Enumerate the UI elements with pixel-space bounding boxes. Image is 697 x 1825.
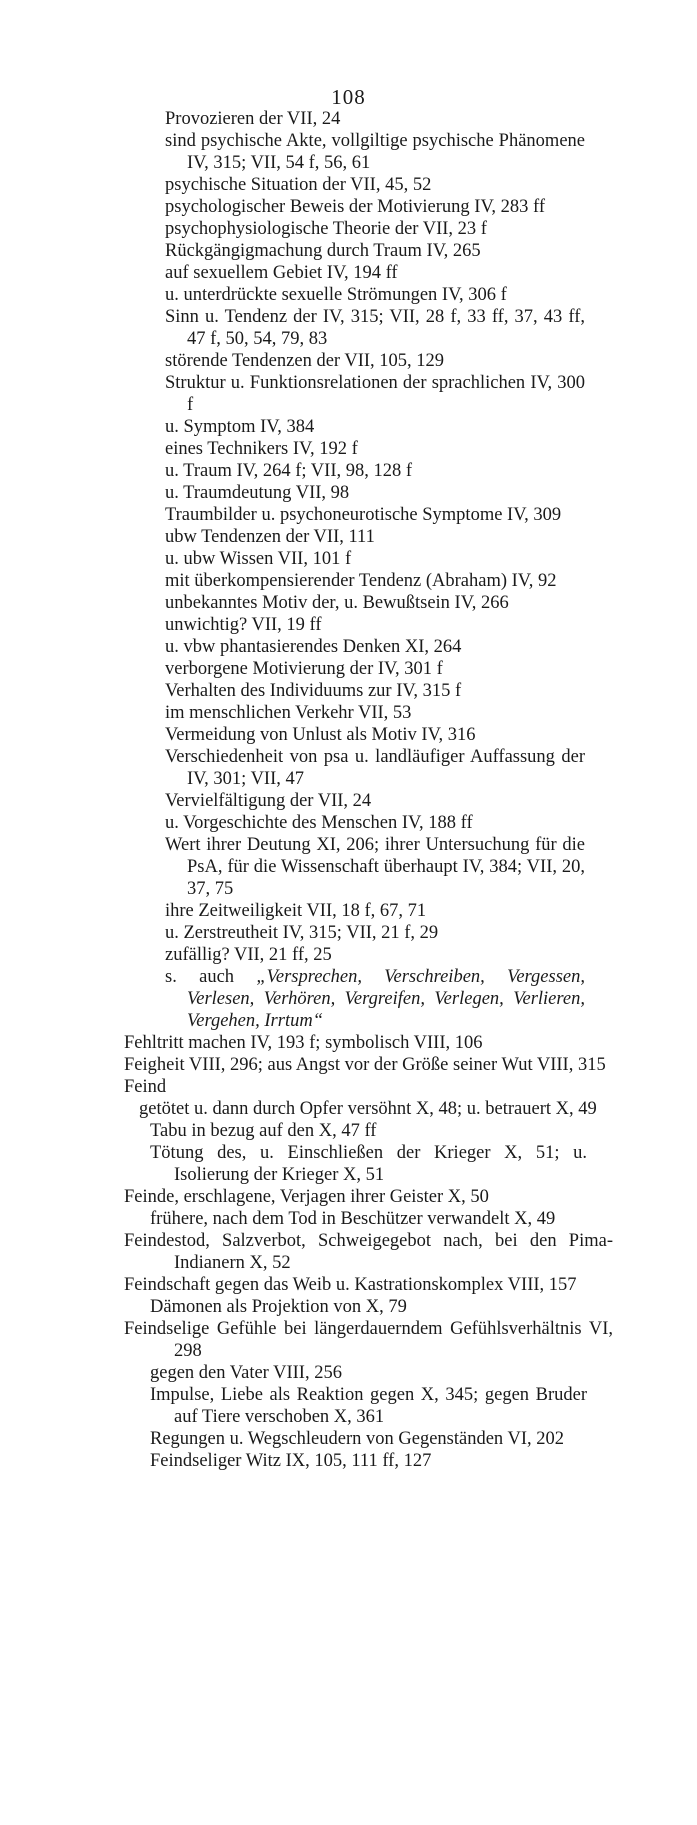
index-entry: Feindselige Gefühle bei längerdauerndem Gefühlsverhältnis VI, 298 bbox=[124, 1319, 613, 1361]
index-entry: u. Symptom IV, 384 bbox=[165, 417, 315, 437]
index-entry: frühere, nach dem Tod in Beschützer verwandelt X, 49 bbox=[150, 1209, 556, 1229]
index-entry: Dämonen als Projektion von X, 79 bbox=[150, 1297, 407, 1317]
index-entry: u. ubw Wissen VII, 101 f bbox=[165, 549, 352, 569]
index-entry: Verschiedenheit von psa u. landläufiger Auffassung der IV, 301; VII, 47 bbox=[165, 747, 585, 789]
index-entry: u. Traum IV, 264 f; VII, 98, 128 f bbox=[165, 461, 413, 481]
index-entry: psychische Situation der VII, 45, 52 bbox=[165, 175, 432, 195]
index-entry: u. vbw phantasierendes Denken XI, 264 bbox=[165, 637, 462, 657]
index-entries bbox=[0, 108, 697, 1472]
index-entry: Feigheit VIII, 296; aus Angst vor der Größe seiner Wut VIII, 315 bbox=[124, 1055, 606, 1075]
index-entry: Vermeidung von Unlust als Motiv IV, 316 bbox=[165, 725, 476, 745]
index-entry bbox=[165, 966, 585, 1032]
index-entry: Tötung des, u. Einschließen der Krieger X, 51; u. Isolierung der Krieger X, 51 bbox=[150, 1143, 587, 1185]
index-entry: Verhalten des Individuums zur IV, 315 f bbox=[165, 681, 462, 701]
index-entry: Wert ihrer Deutung XI, 206; ihrer Untersuchung für die PsA, für die Wissenschaft überhaupt IV, 384; VII, 20, 37, 75 bbox=[165, 835, 585, 899]
index-entry: Feindseliger Witz IX, 105, 111 ff, 127 bbox=[150, 1451, 432, 1471]
index-entry: ubw Tendenzen der VII, 111 bbox=[165, 527, 375, 547]
index-entry: psychophysiologische Theorie der VII, 23 f bbox=[165, 219, 487, 239]
index-entry: unbekanntes Motiv der, u. Bewußtsein IV, 266 bbox=[165, 593, 509, 613]
index-entry: Struktur u. Funktionsrelationen der sprachlichen IV, 300 f bbox=[165, 373, 585, 415]
index-entry: Feinde, erschlagene, Verjagen ihrer Geister X, 50 bbox=[124, 1187, 489, 1207]
index-entry: Regungen u. Wegschleudern von Gegenständen VI, 202 bbox=[150, 1429, 564, 1449]
index-entry: sind psychische Akte, vollgiltige psychische Phänomene IV, 315; VII, 54 f, 56, 61 bbox=[165, 131, 585, 173]
index-entry: auf sexuellem Gebiet IV, 194 ff bbox=[165, 263, 398, 283]
index-entry: Sinn u. Tendenz der IV, 315; VII, 28 f, 33 ff, 37, 43 ff, 47 f, 50, 54, 79, 83 bbox=[165, 307, 585, 349]
index-entry: mit überkompensierender Tendenz (Abraham) IV, 92 bbox=[165, 571, 557, 591]
index-entry: Feindestod, Salzverbot, Schweigegebot nach, bei den Pima-Indianern X, 52 bbox=[124, 1231, 613, 1273]
index-entry: Traumbilder u. psychoneurotische Symptome IV, 309 bbox=[165, 505, 562, 525]
index-entry: Impulse, Liebe als Reaktion gegen X, 345; gegen Bruder auf Tiere verschoben X, 361 bbox=[150, 1385, 587, 1427]
index-entry: u. unterdrückte sexuelle Strömungen IV, 306 f bbox=[165, 285, 507, 305]
index-entry-see-also-terms: „Versprechen, Verschreiben, Vergessen, Verlesen, Verhören, Vergreifen, Verlegen, Verlieren, Vergehen, Irrtum“ bbox=[187, 967, 585, 1031]
index-entry: Feindschaft gegen das Weib u. Kastrationskomplex VIII, 157 bbox=[124, 1275, 577, 1295]
index-entry: eines Technikers IV, 192 f bbox=[165, 439, 358, 459]
index-entry: gegen den Vater VIII, 256 bbox=[150, 1363, 342, 1383]
index-entry: psychologischer Beweis der Motivierung IV, 283 ff bbox=[165, 197, 546, 217]
index-entry: verborgene Motivierung der IV, 301 f bbox=[165, 659, 443, 679]
index-entry: getötet u. dann durch Opfer versöhnt X, 48; u. betrauert X, 49 bbox=[139, 1099, 597, 1119]
index-entry-see-also-label: s. auch bbox=[165, 967, 257, 987]
index-entry: u. Vorgeschichte des Menschen IV, 188 ff bbox=[165, 813, 473, 833]
index-entry: ihre Zeitweiligkeit VII, 18 f, 67, 71 bbox=[165, 901, 427, 921]
index-entry: im menschlichen Verkehr VII, 53 bbox=[165, 703, 412, 723]
index-entry: Feind bbox=[124, 1077, 167, 1097]
index-entry: Rückgängigmachung durch Traum IV, 265 bbox=[165, 241, 481, 261]
index-entry: zufällig? VII, 21 ff, 25 bbox=[165, 945, 332, 965]
index-entry: Tabu in bezug auf den X, 47 ff bbox=[150, 1121, 377, 1141]
index-entry: Provozieren der VII, 24 bbox=[165, 109, 341, 129]
index-entry: Vervielfältigung der VII, 24 bbox=[165, 791, 372, 811]
index-entry: störende Tendenzen der VII, 105, 129 bbox=[165, 351, 445, 371]
index-entry: unwichtig? VII, 19 ff bbox=[165, 615, 322, 635]
index-entry: u. Zerstreutheit IV, 315; VII, 21 f, 29 bbox=[165, 923, 439, 943]
page-number: 108 bbox=[331, 85, 366, 109]
index-entry: Fehltritt machen IV, 193 f; symbolisch VIII, 106 bbox=[124, 1033, 483, 1053]
index-entry: u. Traumdeutung VII, 98 bbox=[165, 483, 350, 503]
